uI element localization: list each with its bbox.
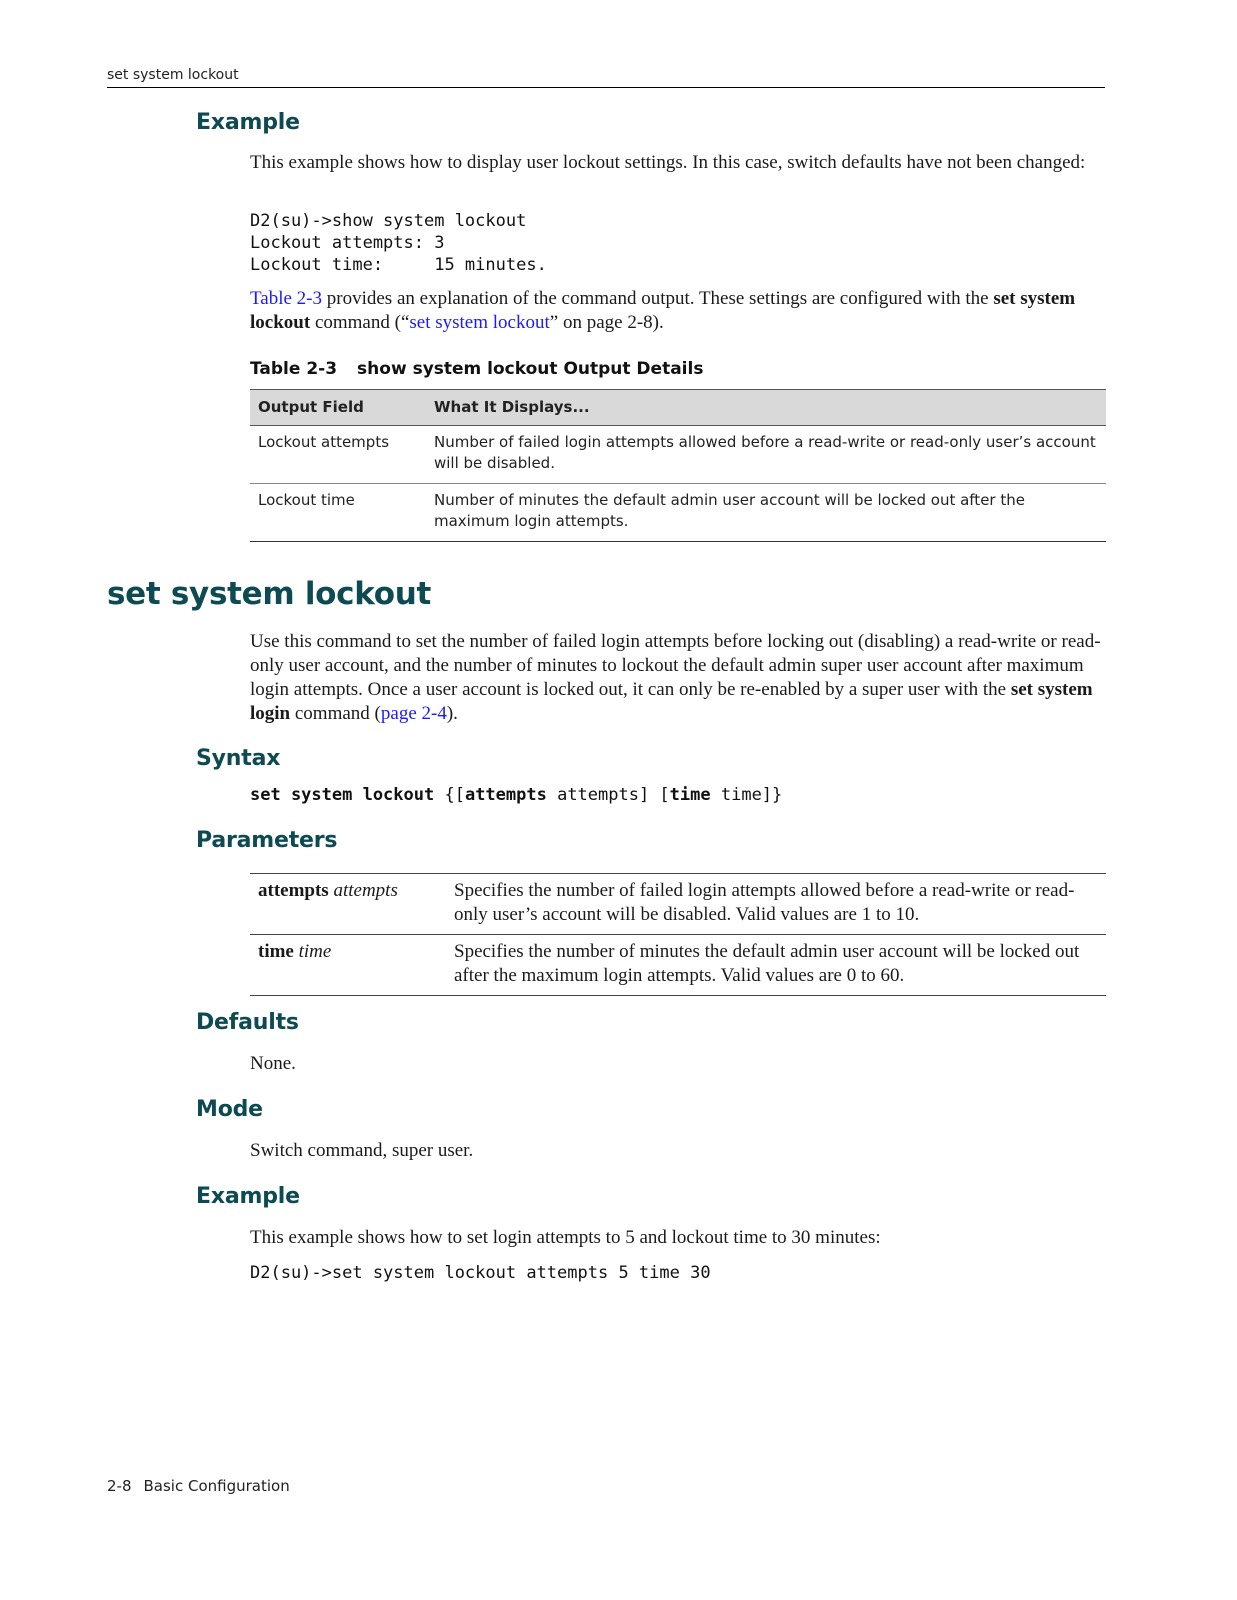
description-text-2: command ( [290, 703, 381, 724]
mode-text: Switch command, super user. [250, 1140, 474, 1161]
chapter-name: Basic Configuration [143, 1477, 290, 1495]
table-number: Table 2-3 [250, 359, 338, 379]
table-cell-description: Number of minutes the default admin user account will be locked out after the maximum login attempts. [426, 484, 1106, 542]
example-heading: Example [196, 110, 300, 135]
page-2-4-link[interactable]: page 2-4 [380, 703, 447, 724]
table-title: show system lockout Output Details [357, 359, 704, 379]
section-description [250, 630, 1105, 726]
syntax-command: set system lockout [250, 785, 435, 805]
example-intro: This example shows how to set login attempts to 5 and lockout time to 30 minutes: [250, 1227, 881, 1248]
description-text-3: ). [446, 703, 458, 724]
table-2-3-link[interactable]: Table 2-3 [250, 288, 323, 309]
table-row [250, 935, 1106, 996]
parameters-heading: Parameters [196, 828, 338, 853]
section-title: set system lockout [107, 576, 432, 612]
table-caption [250, 359, 703, 379]
example-intro: This example shows how to display user lockout settings. In this case, switch defaults have not been changed: [250, 152, 1086, 173]
table-row [250, 874, 1106, 935]
table-row [250, 484, 1106, 542]
parameters-table [250, 873, 1106, 996]
table-cell-field: Lockout attempts [250, 426, 426, 484]
syntax-heading: Syntax [196, 746, 281, 771]
syntax-punct-1: {[ [434, 785, 465, 805]
column-header-output-field: Output Field [250, 390, 426, 426]
syntax-punct-2: attempts] [ [546, 785, 670, 805]
explain-command-bold: set system lockout [250, 288, 1076, 333]
running-header: set system lockout [107, 67, 1105, 88]
table-row [250, 426, 1106, 484]
column-header-what-it-displays: What It Displays... [426, 390, 1106, 426]
table-header-row [250, 390, 1106, 426]
page-number: 2-8 [107, 1477, 132, 1495]
defaults-heading: Defaults [196, 1010, 299, 1035]
syntax-keyword-attempts: attempts [464, 785, 547, 805]
explain-text-2: command (“ [310, 312, 410, 333]
syntax-line [250, 784, 782, 806]
table-explanation-paragraph [250, 287, 1105, 335]
example-heading: Example [196, 1184, 300, 1209]
param-arg: attempts [333, 880, 398, 901]
param-description: Specifies the number of minutes the default admin user account will be locked out after the maximum login attempts. Valid values are 0 to 60. [446, 935, 1106, 996]
param-name-cell [250, 874, 446, 935]
table-cell-field: Lockout time [250, 484, 426, 542]
defaults-text: None. [250, 1053, 296, 1074]
output-details-table [250, 389, 1106, 542]
param-arg: time [298, 941, 332, 962]
example-code-block: D2(su)->show system lockout Lockout attempts: 3 Lockout time: 15 minutes. [250, 211, 547, 275]
table-cell-description: Number of failed login attempts allowed before a read-write or read-only user’s account will be disabled. [426, 426, 1106, 484]
set-system-lockout-link[interactable]: set system lockout [409, 312, 550, 333]
page-footer [107, 1477, 290, 1495]
description-command-bold: set system login [250, 679, 1093, 724]
syntax-keyword-time: time [669, 785, 711, 805]
syntax-punct-3: time]} [710, 785, 783, 805]
example-code-block: D2(su)->set system lockout attempts 5 time 30 [250, 1263, 711, 1283]
description-text-1: Use this command to set the number of failed login attempts before locking out (disabling) a read-write or read-only user account, and the number of minutes to lockout the default admin super user account after maximum login attempts. Once a user account is locked out, it can only be re-enabled by a super user with the [250, 631, 1101, 700]
param-name-cell [250, 935, 446, 996]
explain-text-3: ” on page 2-8). [549, 312, 664, 333]
mode-heading: Mode [196, 1097, 263, 1122]
param-name: time [258, 941, 294, 962]
param-description: Specifies the number of failed login attempts allowed before a read-write or read-only user’s account will be disabled. Valid values are 1 to 10. [446, 874, 1106, 935]
explain-text-1: provides an explanation of the command output. These settings are configured with the [322, 288, 994, 309]
param-name: attempts [258, 880, 329, 901]
